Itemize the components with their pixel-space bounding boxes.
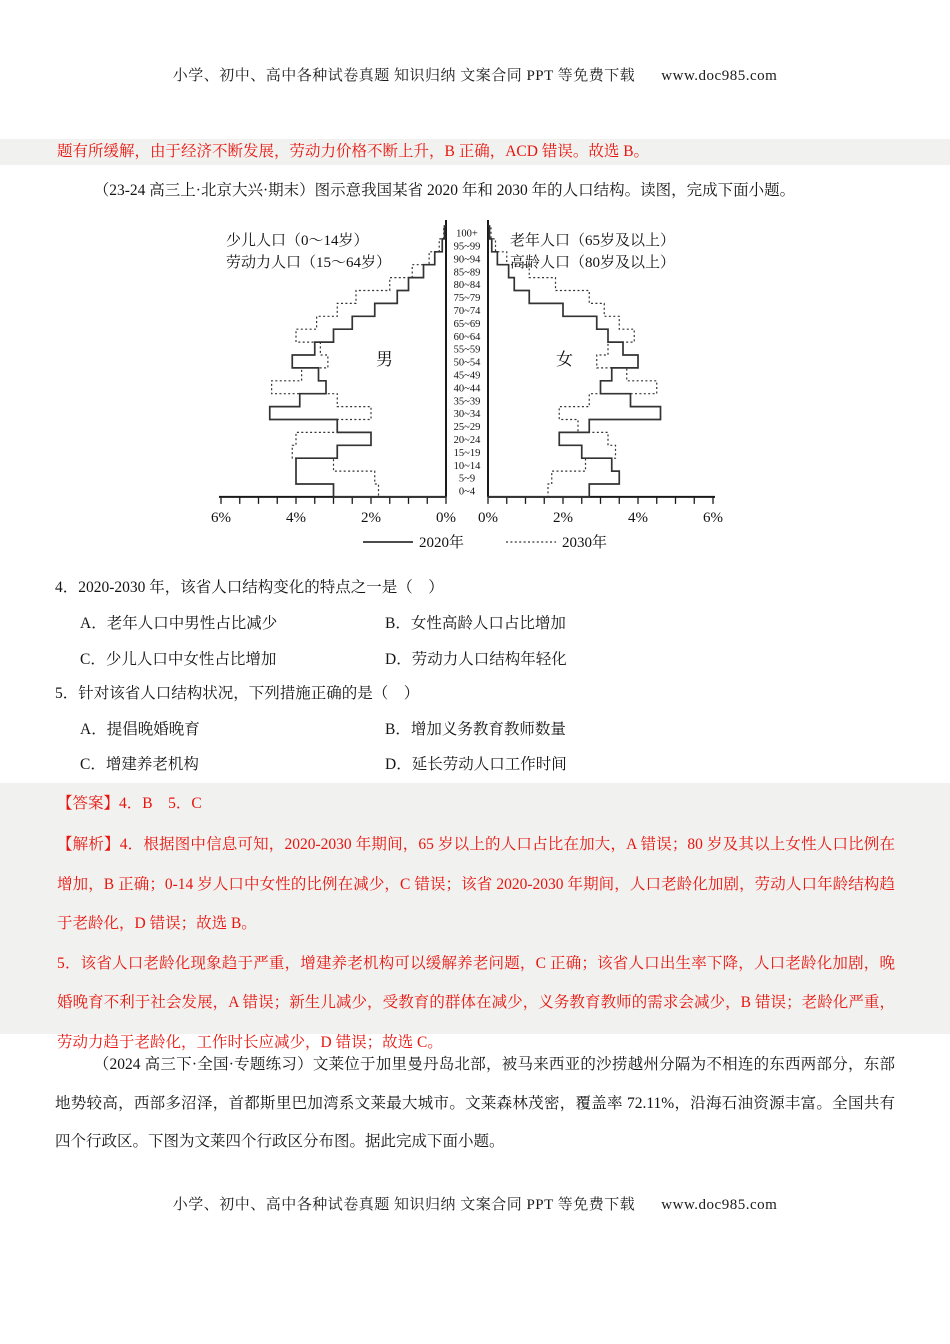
q4-option-b: B．女性高龄人口占比增加 — [385, 615, 566, 632]
q4-option-a: A．老年人口中男性占比减少 — [80, 615, 278, 632]
svg-text:50~54: 50~54 — [453, 357, 481, 369]
svg-text:35~39: 35~39 — [453, 396, 481, 408]
page-footer — [0, 1193, 950, 1214]
svg-text:20~24: 20~24 — [453, 434, 481, 446]
svg-text:4%: 4% — [286, 509, 306, 526]
svg-text:90~94: 90~94 — [453, 254, 481, 266]
svg-text:6%: 6% — [211, 509, 231, 526]
page-header — [0, 64, 950, 85]
svg-text:10~14: 10~14 — [453, 460, 481, 472]
svg-text:60~64: 60~64 — [453, 331, 481, 343]
previous-answer-fragment: 题有所缓解，由于经济不断发展，劳动力价格不断上升，B 正确，ACD 错误。故选 B。 — [0, 139, 950, 165]
svg-text:男: 男 — [376, 350, 393, 369]
svg-text:女: 女 — [556, 350, 573, 369]
q4-option-c: C．少儿人口中女性占比增加 — [80, 651, 277, 668]
q5-option-c: C．增建养老机构 — [80, 756, 199, 773]
svg-text:6%: 6% — [703, 509, 723, 526]
svg-text:少儿人口（0～14岁）: 少儿人口（0～14岁） — [226, 233, 369, 249]
q4-option-d: D．劳动力人口结构年轻化 — [385, 651, 567, 668]
svg-text:2%: 2% — [553, 509, 573, 526]
svg-text:0%: 0% — [436, 509, 456, 526]
svg-text:4%: 4% — [628, 509, 648, 526]
svg-text:30~34: 30~34 — [453, 409, 481, 421]
analysis-q4: 【解析】4．根据图中信息可知，2020-2030 年期间，65 岁以上的人口占比在加大，A 错误；80 岁及其以上女性人口比例在增加，B 正确；0-14 岁人口中女性的比例在减少，C 错误；该省 2020-2030 年期间，人口老龄化加剧，劳动人口年龄结构趋于老龄化，D 错误；故选 B。 — [57, 836, 895, 932]
svg-text:80~84: 80~84 — [453, 280, 481, 292]
svg-text:85~89: 85~89 — [453, 267, 481, 279]
question-4-options-ab — [0, 611, 950, 634]
analysis-q5: 5．该省人口老龄化现象趋于严重，增建养老机构可以缓解养老问题，C 正确；该省人口出生率下降，人口老龄化加剧，晚婚晚育不利于社会发展，A 错误；新生儿减少，受教育的群体在减少，义务教育教师的需求会减少，B 错误；老龄化严重，劳动力趋于老龄化，工作时长应减少，D 错误；故选 C。 — [57, 954, 895, 1051]
svg-text:100+: 100+ — [456, 228, 478, 240]
question-5-options-cd — [0, 752, 950, 775]
svg-text:65~69: 65~69 — [453, 318, 481, 330]
svg-text:25~29: 25~29 — [453, 422, 481, 434]
footer-url: www.doc985.com — [661, 1197, 778, 1213]
header-url: www.doc985.com — [661, 68, 778, 84]
svg-text:高龄人口（80岁及以上）: 高龄人口（80岁及以上） — [510, 255, 676, 271]
question-intro: （23-24 高三上·北京大兴·期末）图示意我国某省 2020 年和 2030 年的人口结构。读图，完成下面小题。 — [93, 182, 796, 199]
svg-text:2030年: 2030年 — [562, 535, 608, 551]
population-pyramid-svg — [158, 212, 798, 562]
svg-text:劳动力人口（15～64岁）: 劳动力人口（15～64岁） — [226, 255, 392, 271]
question-5-stem: 5．针对该省人口结构状况，下列措施正确的是（ ） — [55, 685, 420, 702]
header-text: 小学、初中、高中各种试卷真题 知识归纳 文案合同 PPT 等免费下载 — [172, 68, 636, 84]
svg-text:老年人口（65岁及以上）: 老年人口（65岁及以上） — [510, 233, 676, 249]
svg-text:75~79: 75~79 — [453, 293, 481, 305]
svg-text:2%: 2% — [361, 509, 381, 526]
q5-option-a: A．提倡晚婚晚育 — [80, 721, 200, 738]
svg-text:70~74: 70~74 — [453, 305, 481, 317]
answer-analysis-block — [0, 783, 950, 1051]
svg-text:15~19: 15~19 — [453, 447, 481, 459]
svg-text:40~44: 40~44 — [453, 383, 481, 395]
svg-text:0~4: 0~4 — [458, 486, 476, 498]
svg-text:45~49: 45~49 — [453, 370, 481, 382]
svg-text:0%: 0% — [478, 509, 498, 526]
next-question-intro: （2024 高三下·全国·专题练习）文莱位于加里曼丹岛北部，被马来西亚的沙捞越州分隔为不相连的东西两部分，东部地势较高，西部多沼泽，首都斯里巴加湾系文莱最大城市。文莱森林茂密，覆盖率 72.11%，沿海石油资源丰富。全国共有四个行政区。下图为文莱四个行政区分布图。据此完成下面小题。 — [55, 1056, 895, 1150]
footer-text: 小学、初中、高中各种试卷真题 知识归纳 文案合同 PPT 等免费下载 — [172, 1197, 636, 1213]
question-5-options-ab — [0, 717, 950, 740]
question-4-options-cd — [0, 647, 950, 670]
q5-option-d: D．延长劳动人口工作时间 — [385, 756, 567, 773]
svg-text:5~9: 5~9 — [458, 473, 476, 485]
q5-option-b: B．增加义务教育教师数量 — [385, 721, 566, 738]
answer-line: 【答案】4．B 5．C — [57, 795, 202, 812]
svg-text:55~59: 55~59 — [453, 344, 481, 356]
population-pyramid-chart — [158, 212, 798, 562]
svg-text:2020年: 2020年 — [419, 535, 465, 551]
question-4-stem: 4．2020-2030 年，该省人口结构变化的特点之一是（ ） — [55, 579, 444, 596]
svg-text:95~99: 95~99 — [453, 241, 481, 253]
